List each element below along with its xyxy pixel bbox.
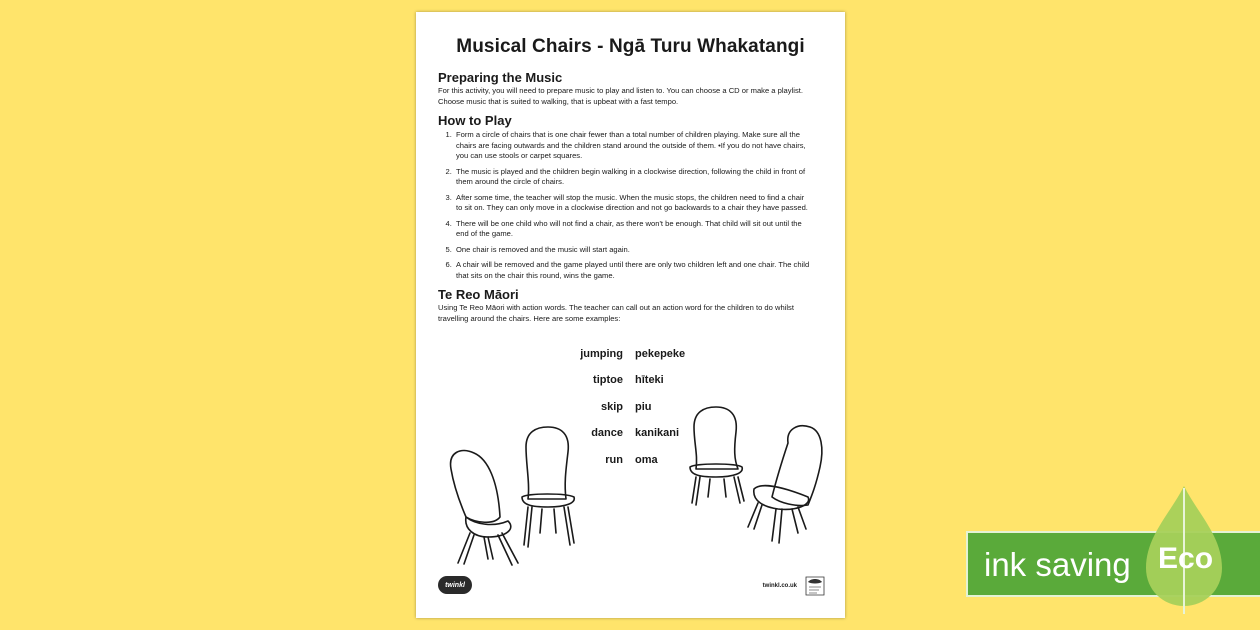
word-maori: oma <box>635 454 658 466</box>
worksheet-title: Musical Chairs - Ngā Turu Whakatangi <box>456 36 805 57</box>
step-line: them around the circle of chairs. <box>456 177 565 186</box>
howto-step <box>454 245 826 256</box>
step-line: There will be one child who will not find a chair, as there won't be enough. That child will sit out until the <box>456 218 802 228</box>
howto-heading: How to Play <box>438 113 512 128</box>
word-pair <box>416 374 845 390</box>
chair-icon <box>451 451 518 565</box>
step-line: Form a circle of chairs that is one chair fewer than a total number of children playing. Make sure all the <box>456 130 800 139</box>
howto-step <box>454 219 826 240</box>
preparing-line-1: For this activity, you will need to prepare music to play and listen to. You can choose a CD or make a playlist. <box>438 86 803 95</box>
eco-label: Eco <box>1158 542 1214 575</box>
chairs-illustration <box>436 397 836 577</box>
howto-step <box>454 167 826 188</box>
tereo-line-2: travelling around the chairs. Here are some examples: <box>438 313 621 323</box>
word-english: jumping <box>580 348 623 360</box>
preparing-text <box>438 86 826 107</box>
word-english: dance <box>591 427 623 439</box>
chair-icon <box>748 426 822 543</box>
word-maori: pekepeke <box>635 348 686 360</box>
twinkl-logo: twinkl <box>438 576 472 594</box>
worksheet-content <box>438 70 826 330</box>
step-line: chairs are facing outwards and the children stand around the outside of them. •If you do not have chairs, <box>456 140 806 150</box>
tereo-text <box>438 303 826 324</box>
word-maori: piu <box>635 401 652 413</box>
footer-badge-icon <box>803 574 827 598</box>
chair-icon <box>690 407 744 505</box>
howto-step <box>454 260 826 281</box>
chair-icon <box>522 427 574 547</box>
footer-url: twinkl.co.uk <box>762 583 797 589</box>
tereo-heading: Te Reo Māori <box>438 287 519 302</box>
word-english: run <box>605 454 623 466</box>
word-maori: kanikani <box>635 427 680 439</box>
worksheet-page <box>416 12 845 618</box>
word-english: skip <box>600 401 623 413</box>
step-line: One chair is removed and the music will start again. <box>456 244 630 254</box>
ink-saving-text: ink saving <box>984 546 1131 583</box>
tereo-line-1: Using Te Reo Māori with action words. The teacher can call out an action word for the children to do whilst <box>438 303 794 312</box>
preparing-heading: Preparing the Music <box>438 70 563 85</box>
howto-step <box>454 130 826 162</box>
preparing-line-2: Choose music that is suited to walking, that is upbeat with a fast tempo. <box>438 96 679 106</box>
word-pair <box>416 348 845 364</box>
howto-step <box>454 193 826 214</box>
step-line: that sits on the chair this round, wins the game. <box>456 270 615 280</box>
step-line: you can use stools or carpet squares. <box>456 151 583 160</box>
word-maori: hīteki <box>635 374 664 386</box>
step-line: After some time, the teacher will stop the music. When the music stops, the children need to find a chair <box>456 192 805 202</box>
howto-steps <box>438 130 826 281</box>
step-line: The music is played and the children begin walking in a clockwise direction, following the child in front of <box>456 166 806 176</box>
step-line: to sit on. They can only move in a clockwise direction and not go backwards to a chair they have passed. <box>456 203 808 212</box>
step-line: end of the game. <box>456 229 513 238</box>
word-english: tiptoe <box>593 374 623 386</box>
step-line: A chair will be removed and the game played until there are only two children left and one chair. The child <box>456 260 810 269</box>
